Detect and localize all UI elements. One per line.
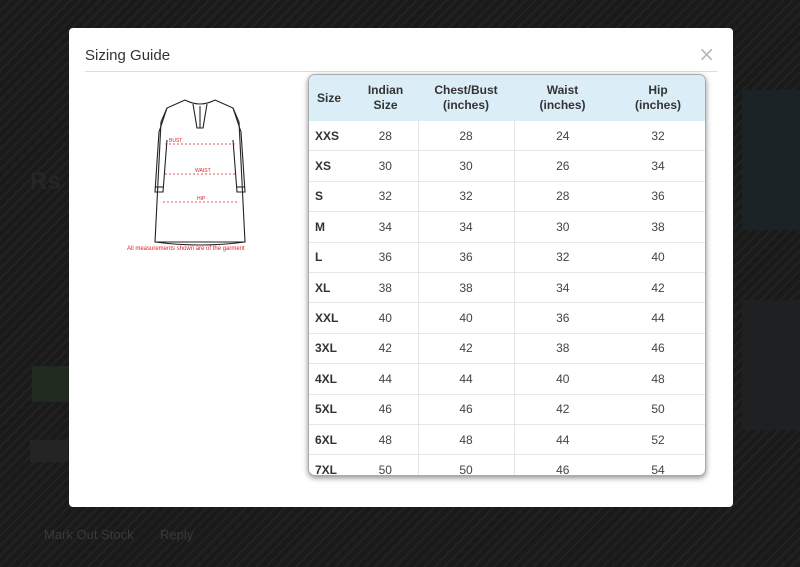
bust-label: BUST <box>169 138 183 144</box>
table-row <box>309 181 705 211</box>
indian-size-cell: 36 <box>353 242 418 272</box>
hip-cell: 36 <box>611 181 705 211</box>
waist-cell: 26 <box>514 151 611 181</box>
size-cell: XL <box>309 272 353 302</box>
modal-title: Sizing Guide <box>85 47 171 64</box>
table-row <box>309 212 705 242</box>
chest-cell: 42 <box>418 333 514 363</box>
hip-cell: 44 <box>611 303 705 333</box>
size-cell: M <box>309 212 353 242</box>
size-table-body <box>309 121 705 476</box>
background-thumbnail <box>742 90 800 230</box>
header-chest-bust: Chest/Bust (inches) <box>418 75 514 121</box>
table-row <box>309 424 705 454</box>
background-link: Reply <box>160 527 194 542</box>
waist-label: WAIST <box>195 168 211 174</box>
size-cell: XXL <box>309 303 353 333</box>
hip-cell: 42 <box>611 272 705 302</box>
indian-size-cell: 38 <box>353 272 418 302</box>
chest-cell: 40 <box>418 303 514 333</box>
table-row <box>309 455 705 476</box>
chest-cell: 34 <box>418 212 514 242</box>
waist-cell: 32 <box>514 242 611 272</box>
size-cell: 3XL <box>309 333 353 363</box>
table-row <box>309 303 705 333</box>
size-cell: XS <box>309 151 353 181</box>
hip-cell: 34 <box>611 151 705 181</box>
modal-header <box>85 28 717 72</box>
waist-cell: 42 <box>514 394 611 424</box>
hip-label: HIP <box>197 196 206 202</box>
waist-cell: 30 <box>514 212 611 242</box>
size-cell: 6XL <box>309 424 353 454</box>
size-cell: 5XL <box>309 394 353 424</box>
waist-cell: 34 <box>514 272 611 302</box>
chest-cell: 50 <box>418 455 514 476</box>
chest-cell: 38 <box>418 272 514 302</box>
table-row <box>309 333 705 363</box>
close-button[interactable]: × <box>698 42 715 66</box>
hip-cell: 40 <box>611 242 705 272</box>
hip-cell: 32 <box>651 128 665 143</box>
hip-cell: 50 <box>611 394 705 424</box>
indian-size-cell: 42 <box>353 333 418 363</box>
background-box <box>30 440 68 462</box>
measurement-note: All measurements shown are of the garment <box>127 246 245 252</box>
indian-size-cell: 46 <box>353 394 418 424</box>
size-chart <box>308 74 706 476</box>
waist-cell: 40 <box>514 364 611 394</box>
hip-cell: 46 <box>611 333 705 363</box>
indian-size-cell: 50 <box>353 455 418 476</box>
garment-diagram <box>125 92 275 258</box>
chest-cell: 44 <box>418 364 514 394</box>
indian-size-cell: 32 <box>353 181 418 211</box>
size-cell: XXS <box>315 128 340 143</box>
background-link: Mark Out Stock <box>44 527 134 542</box>
size-cell: S <box>309 181 353 211</box>
indian-size-cell: 40 <box>353 303 418 333</box>
chest-cell: 28 <box>418 121 514 151</box>
chest-cell: 36 <box>418 242 514 272</box>
waist-cell: 28 <box>514 181 611 211</box>
hip-cell: 54 <box>611 455 705 476</box>
table-header-row <box>309 75 705 121</box>
waist-cell: 24 <box>556 128 570 143</box>
indian-size-cell: 48 <box>353 424 418 454</box>
waist-cell: 44 <box>514 424 611 454</box>
table-row <box>309 272 705 302</box>
hip-cell: 48 <box>611 364 705 394</box>
waist-cell: 46 <box>514 455 611 476</box>
hip-cell: 38 <box>611 212 705 242</box>
indian-size-cell: 28 <box>378 128 392 143</box>
header-waist: Waist (inches) <box>514 75 611 121</box>
chest-cell: 32 <box>418 181 514 211</box>
indian-size-cell: 30 <box>353 151 418 181</box>
size-cell: 4XL <box>309 364 353 394</box>
waist-cell: 36 <box>514 303 611 333</box>
table-row <box>309 242 705 272</box>
waist-cell: 38 <box>514 333 611 363</box>
table-row <box>309 151 705 181</box>
table-row <box>309 394 705 424</box>
background-thumbnail <box>742 300 800 430</box>
indian-size-cell: 34 <box>353 212 418 242</box>
table-row <box>309 364 705 394</box>
header-size: Size <box>309 75 353 121</box>
size-table <box>309 75 705 476</box>
header-hip: Hip (inches) <box>611 75 705 121</box>
background-button <box>32 366 72 402</box>
sizing-guide-modal <box>69 28 733 507</box>
chest-cell: 46 <box>418 394 514 424</box>
indian-size-cell: 44 <box>353 364 418 394</box>
chest-cell: 30 <box>418 151 514 181</box>
hip-cell: 52 <box>611 424 705 454</box>
size-cell: L <box>309 242 353 272</box>
chest-cell: 48 <box>418 424 514 454</box>
header-indian-size: Indian Size <box>353 75 418 121</box>
table-row <box>309 121 705 151</box>
size-cell: 7XL <box>309 455 353 476</box>
background-price: Rs <box>30 168 61 195</box>
